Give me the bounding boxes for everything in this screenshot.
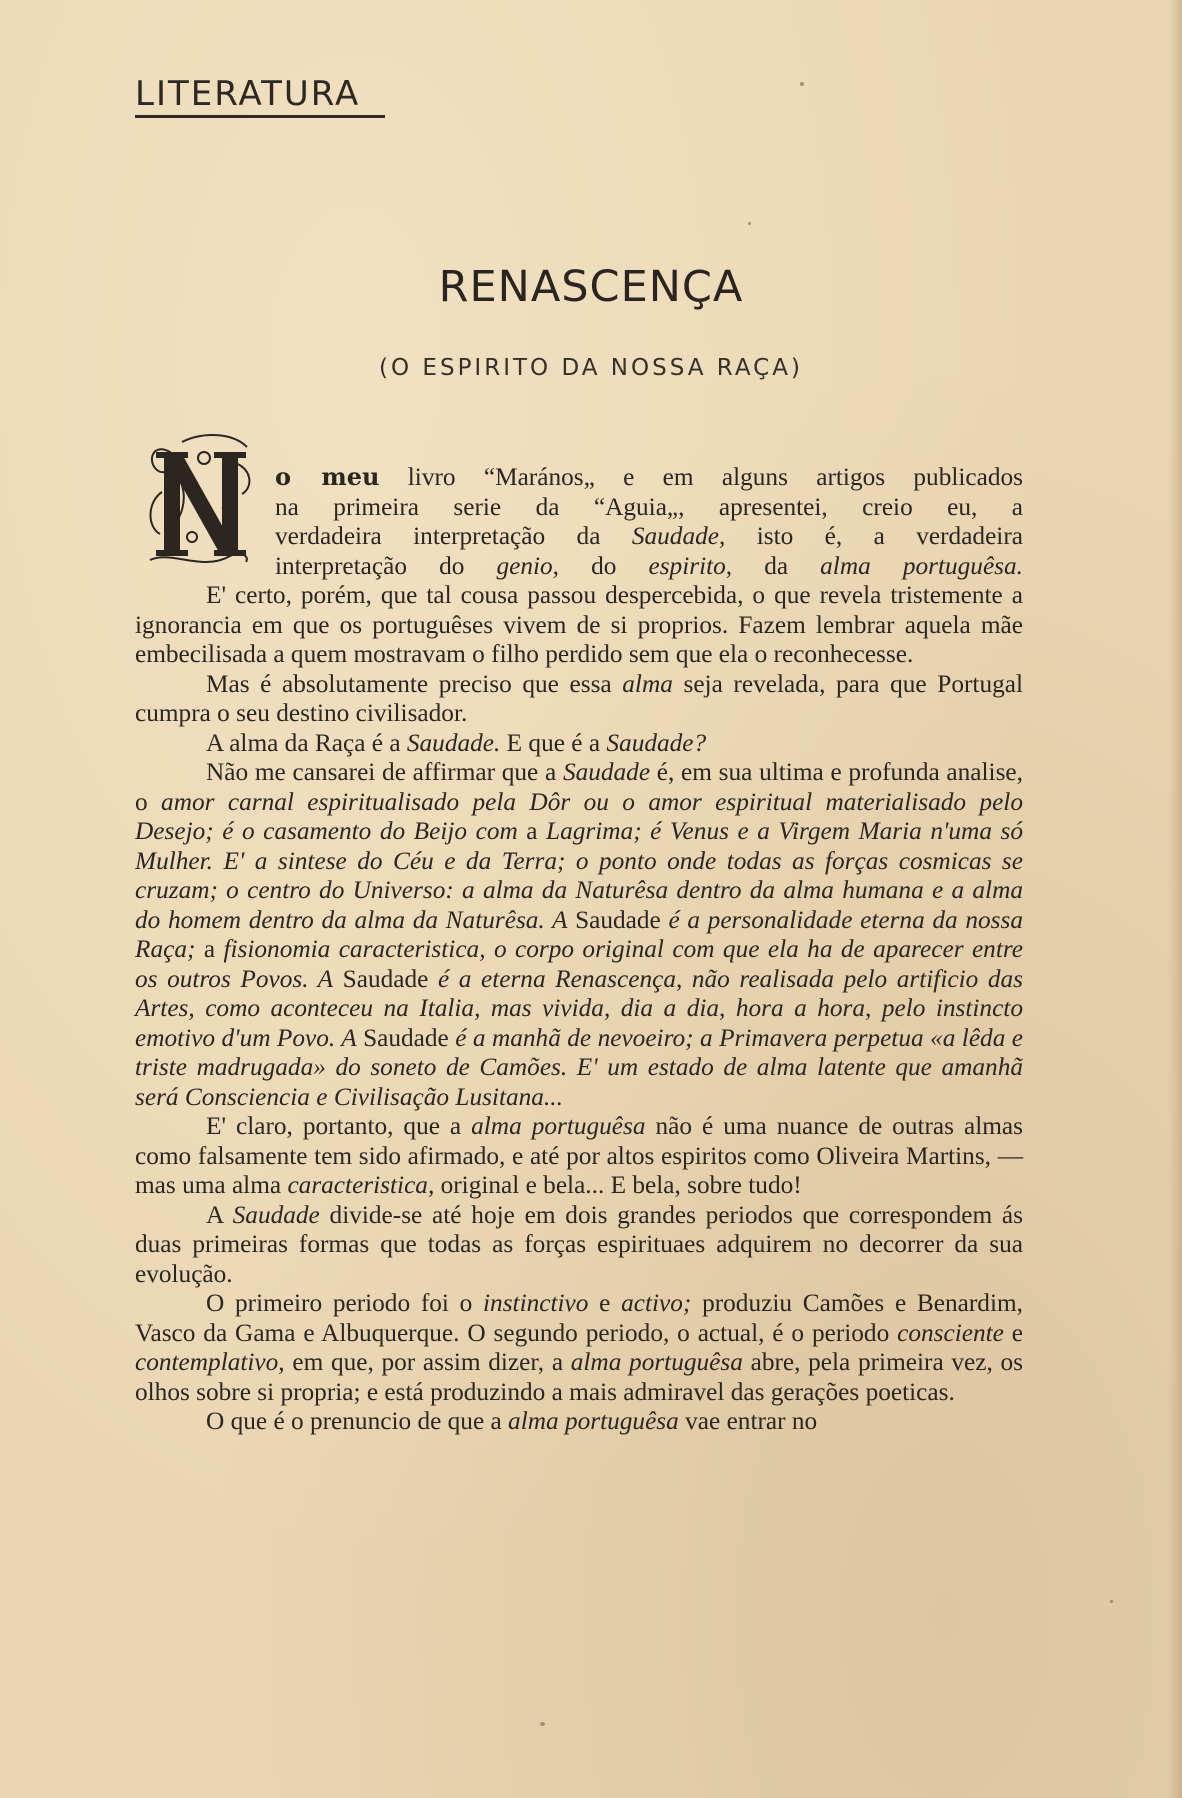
paragraph-5: Não me cansarei de affirmar que a Saudade é, em sua ultima e profunda analise, o amor carnal espiritualisado pela Dôr ou o amor espiritual materialisado pelo Desejo; é o casamento do Beijo com a Lagrima; é Venus e a Virgem Maria n'uma só Mulher. E' a sintese do Céu e da Terra; o ponto onde todas as forças cosmicas se cruzam; o centro do Universo: a alma da Naturêsa dentro da alma humana e a alma do homem dentro da alma da Naturêsa. A Saudade é a personalidade eterna da nossa Raça; a fisionomia caracteristica, o corpo original com que ela ha de aparecer entre os outros Povos. A Saudade é a eterna Renascença, não realisada pelo artificio das Artes, como aconteceu na Italia, mas vivida, dia a dia, hora a hora, pelo instincto emotivo d'um Povo. A Saudade é a manhã de nevoeiro; a Primavera perpetua «a lêda e triste madrugada» do soneto de Camões. E' um estado de alma latente que amanhã será Consciencia e Civilisação Lusitana...	[135, 758, 1024, 1111]
article-subtitle: (O ESPIRITO DA NOSSA RAÇA)	[379, 355, 803, 381]
dropcap-line-4: interpretação do genio, do espirito, da alma portuguêsa.	[275, 551, 1023, 580]
paragraph-7: A Saudade divide-se até hoje em dois grandes periodos que correspondem ás duas primeiras formas que todas as forças espirituaes adquirem no decorrer da sua evolução.	[135, 1200, 1024, 1288]
paragraph-3: Mas é absolutamente preciso que essa alma seja revelada, para que Portugal cumpra o seu destino civilisador.	[135, 669, 1023, 727]
paragraph-2: E' certo, porém, que tal cousa passou despercebida, o que revela tristemente a ignorancia em que os portuguêses vivem de si proprios. Fazem lembrar aquela mãe embecilisada a quem mostravam o filho perdido sem que ela o reconhecesse.	[135, 581, 1023, 668]
section-label: LITERATURA	[135, 74, 361, 114]
section-underline	[135, 115, 385, 118]
dropcap-line-2: na primeira serie da “Aguia„, apresentei, creio eu, a	[275, 492, 1023, 521]
paragraph-4: A alma da Raça é a Saudade. E que é a Saudade?	[206, 728, 707, 757]
paragraph-6: E' claro, portanto, que a alma portuguêsa não é uma nuance de outras almas como falsamente tem sido afirmado, e até por altos espiritos como Oliveira Martins, — mas uma alma caracteristica, original e bela... E bela, sobre tudo!	[135, 1112, 1023, 1199]
paragraph-9: O que é o prenuncio de que a alma portuguêsa vae entrar no	[206, 1407, 818, 1435]
paper-speck	[748, 222, 751, 225]
dropcap-line-3: verdadeira interpretação da Saudade, isto é, a verdadeira	[275, 522, 1023, 550]
paper-speck	[800, 82, 804, 86]
paper-speck	[540, 1722, 545, 1726]
dropcap-line-1: o meu livro “Marános„ e em alguns artigos publicados	[275, 462, 1023, 491]
article-body	[135, 462, 1023, 1437]
paragraph-8: O primeiro periodo foi o instinctivo e activo; produziu Camões e Benardim, Vasco da Gama e Albuquerque. O segundo periodo, o actual, é o periodo consciente e contemplativo, em que, por assim dizer, a alma portuguêsa abre, pela primeira vez, os olhos sobre si propria; e está produzindo a mais admiravel das gerações poeticas.	[135, 1289, 1023, 1406]
paragraph-1	[135, 462, 1023, 581]
paper-speck	[1110, 1600, 1113, 1603]
article-title: RENASCENÇA	[438, 262, 744, 312]
